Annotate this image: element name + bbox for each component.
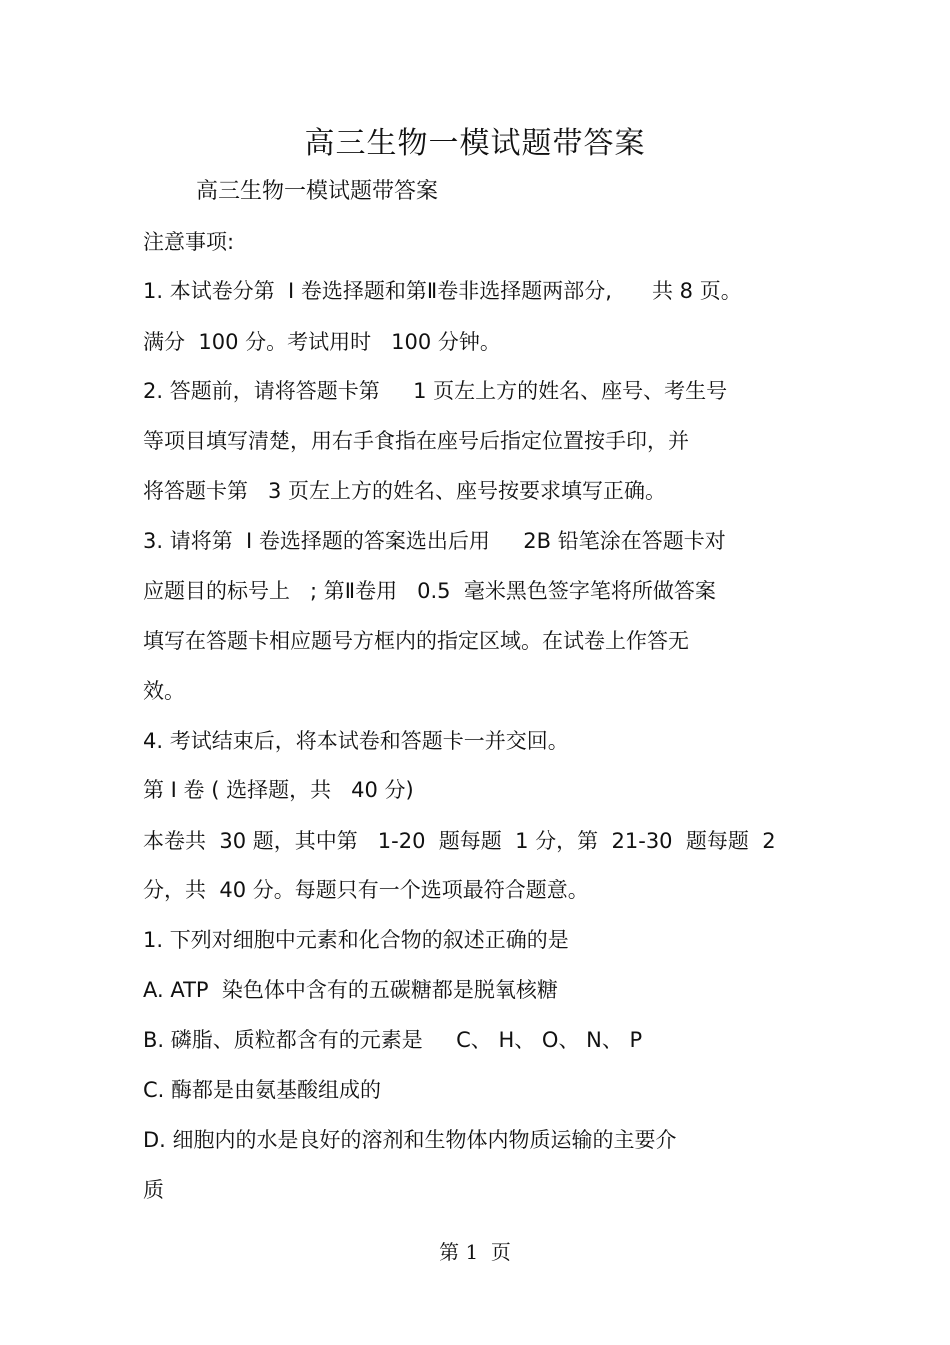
text-line: 第 Ⅰ 卷 ( 选择题，共 40 分): [143, 778, 414, 802]
option-d: D. 细胞内的水是良好的溶剂和生物体内物质运输的主要介: [143, 1128, 677, 1152]
option-a: A. ATP 染色体中含有的五碳糖都是脱氧核糖: [143, 978, 558, 1002]
page-number: 第 1 页: [439, 1240, 511, 1264]
text-line: 等项目填写清楚，用右手食指在座号后指定位置按手印，并: [143, 429, 689, 453]
text-line: 填写在答题卡相应题号方框内的指定区域。在试卷上作答无: [143, 629, 689, 653]
text-line: 质: [143, 1178, 164, 1202]
text-line: 本卷共 30 题，其中第 1-20 题每题 1 分，第 21-30 题每题 2: [143, 829, 776, 853]
text-line: 将答题卡第 3 页左上方的姓名、座号按要求填写正确。: [143, 479, 667, 503]
question-stem: 1. 下列对细胞中元素和化合物的叙述正确的是: [143, 928, 569, 952]
text-line: 应题目的标号上 ; 第Ⅱ卷用 0.5 毫米黑色签字笔将所做答案: [143, 579, 716, 603]
text-line: 2. 答题前，请将答题卡第 1 页左上方的姓名、座号、考生号: [143, 379, 728, 403]
option-c: C. 酶都是由氨基酸组成的: [143, 1078, 382, 1102]
text-line: 注意事项:: [143, 230, 235, 254]
option-b: B. 磷脂、质粒都含有的元素是 C、 H、 O、 N、 P: [143, 1028, 643, 1052]
text-line: 满分 100 分。考试用时 100 分钟。: [143, 330, 501, 354]
document-subtitle: 高三生物一模试题带答案: [196, 179, 439, 204]
text-line: 分，共 40 分。每题只有一个选项最符合题意。: [143, 878, 589, 902]
document-title: 高三生物一模试题带答案: [304, 126, 646, 161]
text-line: 1. 本试卷分第 Ⅰ 卷选择题和第Ⅱ卷非选择题两部分, 共 8 页。: [143, 279, 742, 303]
text-line: 3. 请将第 Ⅰ 卷选择题的答案选出后用 2B 铅笔涂在答题卡对: [143, 529, 726, 553]
text-line: 4. 考试结束后，将本试卷和答题卡一并交回。: [143, 729, 569, 753]
text-line: 效。: [143, 679, 185, 703]
